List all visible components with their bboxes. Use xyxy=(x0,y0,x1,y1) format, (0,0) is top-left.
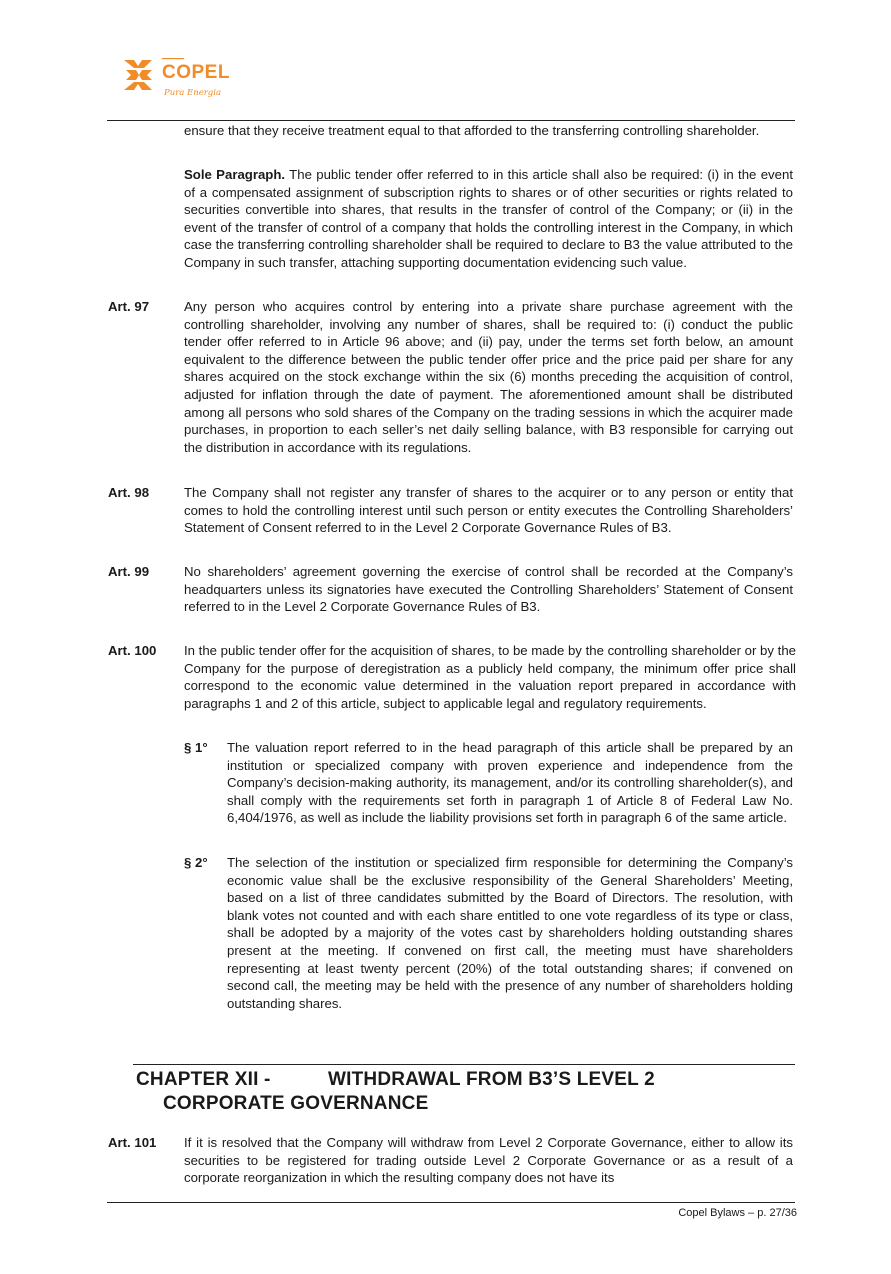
art-100-text: In the public tender offer for the acquisition of shares, to be made by the controlling shareholder or by the Company for the purpose of deregistration as a publicly held company, the minimum offer price shall correspond to the economic value determined in the valuation report prepared in accordance with paragraphs 1 and 2 of this article, subject to applicable legal and regulatory requirements. xyxy=(184,643,796,711)
chapter-title-line-2: CORPORATE GOVERNANCE xyxy=(163,1093,429,1114)
art-101-text: If it is resolved that the Company will withdraw from Level 2 Corporate Governance, either to allow its securities to be registered for trading outside Level 2 Corporate Governance or as a result of a corporate reorganization in which the resulting company does not have its xyxy=(184,1135,793,1186)
sole-paragraph-label: Sole Paragraph. xyxy=(184,167,286,182)
copel-logo xyxy=(122,58,242,102)
header-rule xyxy=(107,120,795,121)
logo-tagline: Pura Energia xyxy=(164,88,222,98)
art-98-label: Art. 98 xyxy=(108,485,150,500)
paragraph-2-label: § 2° xyxy=(184,855,208,870)
continuation-text: ensure that they receive treatment equal to that afforded to the transferring controlling shareholder. xyxy=(184,123,760,138)
art-97-text: Any person who acquires control by entering into a private share purchase agreement with the controlling shareholder, involving any number of shares, shall be required to: (i) conduct the public tender offer referred to in Article 96 above; and (ii) pay, under the terms set forth below, an amount equivalent to the difference between the public tender offer price and the price paid per share for any shares acquired on the stock exchange within the six (6) months preceding the acquisition of control, adjusted for inflation through the date of payment. The aforementioned amount shall be distributed among all persons who sold shares of the Company on the trading sessions in which the acquirer made purchases, in proportion to each seller’s net daily selling balance, with B3 responsible for carrying out the distribution in accordance with its regulations. xyxy=(184,299,793,455)
sole-paragraph-text: The public tender offer referred to in this article shall also be required: (i) in the event of a compensated assignment of subscription rights to shares or of other securities or rights related to securities convertible into shares, that results in the transfer of control of the Company; or (ii) in the event of the transfer of control of a company that holds the controlling interest in the Company, in which case the transferring controlling shareholder shall be required to declare to B3 the value attributed to the Company in such transfer, attaching supporting documentation evidencing such value. xyxy=(184,167,793,270)
sole-paragraph xyxy=(184,166,793,272)
logo-swash-icon xyxy=(122,58,184,60)
page-footer: Copel Bylaws – p. 27/36 xyxy=(678,1207,797,1219)
paragraph-2-text: The selection of the institution or specialized firm responsible for determining the Company’s economic value shall be the exclusive responsibility of the General Shareholders’ Meeting, based on a list of three candidates submitted by the Board of Directors. The resolution, with blank votes not counted and with each share entitled to one vote regardless of its type or class, shall be adopted by a majority of the votes cast by shareholders holding outstanding shares present at the meeting. If convened on first call, the meeting must have shareholders representing at least twenty percent (20%) of the total outstanding shares; if convened on second call, the meeting may be held with the presence of any number of shareholders holding outstanding shares. xyxy=(227,855,793,1011)
art-100-label: Art. 100 xyxy=(108,643,157,658)
logo-wordmark: COPEL xyxy=(162,62,230,83)
art-97-label: Art. 97 xyxy=(108,299,150,314)
chapter-rule xyxy=(133,1064,795,1065)
art-99-text: No shareholders’ agreement governing the exercise of control shall be recorded at the Company’s headquarters unless its signatories have executed the Controlling Shareholders’ Statement of Consent referred to in the Level 2 Corporate Governance Rules of B3. xyxy=(184,564,793,615)
paragraph-1-label: § 1° xyxy=(184,740,208,755)
chapter-title-line-1: WITHDRAWAL FROM B3’S LEVEL 2 xyxy=(328,1069,655,1090)
art-101-label: Art. 101 xyxy=(108,1135,157,1150)
chapter-number: CHAPTER XII - xyxy=(136,1069,271,1090)
art-99-label: Art. 99 xyxy=(108,564,150,579)
copel-mark-icon xyxy=(122,58,156,92)
footer-rule xyxy=(107,1202,795,1203)
paragraph-1-text: The valuation report referred to in the head paragraph of this article shall be prepared by an institution or specialized company with proven experience and independence from the Company’s decision-making authority, its management, and/or its controlling shareholder(s), and shall comply with the requirements set forth in paragraph 1 of Article 8 of Federal Law No. 6,404/1976, as well as include the liability provisions set forth in paragraph 6 of the same article. xyxy=(227,740,793,826)
art-98-text: The Company shall not register any transfer of shares to the acquirer or to any person or entity that comes to hold the controlling interest until such person or entity executes the Controlling Shareholders’ Statement of Consent referred to in the Level 2 Corporate Governance Rules of B3. xyxy=(184,485,793,536)
